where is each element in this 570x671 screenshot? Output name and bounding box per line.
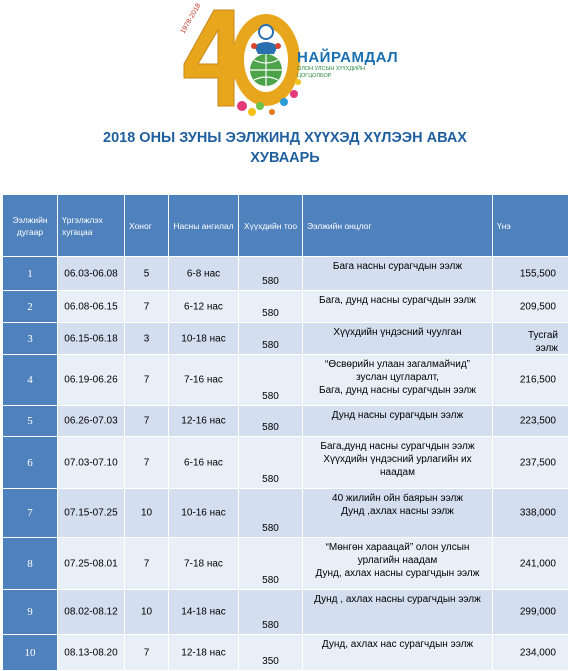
feature-text bbox=[303, 409, 492, 422]
duration-value: 07.03-07.10 bbox=[64, 457, 118, 468]
shift-number-cell bbox=[3, 291, 58, 323]
days-cell bbox=[125, 406, 169, 437]
feature-text bbox=[303, 593, 492, 606]
age-group-value: 6-8 нас bbox=[186, 268, 221, 279]
age-group-cell bbox=[169, 406, 239, 437]
age-group-cell bbox=[169, 489, 239, 538]
price-cell bbox=[493, 355, 569, 406]
shift-number-cell bbox=[3, 323, 58, 355]
days-cell bbox=[125, 489, 169, 538]
feature-line: Хүүхдийн үндэсний чуулган bbox=[333, 327, 462, 338]
feature-cell bbox=[303, 635, 493, 671]
child-count-value: 350 bbox=[262, 656, 279, 667]
shift-number-cell bbox=[3, 538, 58, 590]
age-group-value: 10-16 нас bbox=[181, 507, 226, 519]
days-cell bbox=[125, 355, 169, 406]
header-days: Хоног bbox=[125, 195, 169, 257]
child-count-value: 580 bbox=[262, 276, 279, 287]
price-value: 237,500 bbox=[519, 457, 556, 468]
child-count-value: 580 bbox=[262, 474, 279, 485]
feature-cell bbox=[303, 489, 493, 538]
org-subtitle: ОЛОН УЛСЫН ХҮҮХДИЙН ЦОГЦОЛБОР bbox=[297, 66, 365, 79]
child-count-cell bbox=[239, 323, 303, 355]
duration-cell bbox=[58, 635, 125, 671]
shift-number-value: 7 bbox=[27, 507, 33, 519]
child-count-cell bbox=[239, 355, 303, 406]
feature-line: Бага, дунд насны сурагчдын ээлж bbox=[319, 385, 476, 396]
table-row bbox=[3, 538, 569, 590]
shift-number-value: 4 bbox=[27, 374, 33, 386]
price-value: 216,500 bbox=[519, 374, 556, 386]
feature-cell bbox=[303, 291, 493, 323]
logo-text bbox=[297, 49, 398, 80]
age-group-value: 7-18 нас bbox=[184, 558, 223, 569]
table-row bbox=[3, 291, 569, 323]
table-row bbox=[3, 406, 569, 437]
table-row bbox=[3, 257, 569, 291]
shift-number-value: 6 bbox=[27, 456, 33, 469]
days-value: 10 bbox=[140, 507, 153, 519]
duration-value: 08.13-08.20 bbox=[64, 647, 118, 658]
feature-cell bbox=[303, 437, 493, 489]
price-value: 234,000 bbox=[519, 647, 556, 658]
org-name: НАЙРАМДАЛ bbox=[297, 49, 399, 66]
duration-cell bbox=[58, 590, 125, 635]
schedule-table bbox=[2, 194, 569, 671]
title-line-1: 2018 ОНЫ ЗУНЫ ЭЭЛЖИНД ХҮҮХЭД ХҮЛЭЭН АВАХ bbox=[103, 130, 467, 146]
feature-text bbox=[303, 638, 492, 651]
feature-line: зуслан цугларалт, bbox=[356, 372, 439, 383]
header-shift-number: Ээлжийн дугаар bbox=[3, 195, 58, 257]
days-cell bbox=[125, 437, 169, 489]
price-value: Тусгай ээлж bbox=[527, 330, 558, 354]
age-group-value: 12-18 нас bbox=[181, 647, 226, 658]
years-text: 1978-2018 bbox=[179, 2, 203, 35]
feature-cell bbox=[303, 590, 493, 635]
child-count-value: 580 bbox=[262, 422, 279, 433]
shift-number-cell bbox=[3, 489, 58, 538]
feature-text bbox=[303, 440, 492, 479]
child-count-value: 580 bbox=[262, 575, 279, 586]
feature-line: “Мөнгөн хараацай” олон улсын bbox=[325, 542, 470, 553]
duration-value: 06.03-06.08 bbox=[64, 268, 118, 279]
feature-line: 40 жилийн ойн баярын ээлж bbox=[332, 493, 463, 504]
child-count-cell bbox=[239, 257, 303, 291]
days-value: 5 bbox=[143, 268, 150, 279]
duration-cell bbox=[58, 489, 125, 538]
price-cell bbox=[493, 538, 569, 590]
age-group-value: 6-16 нас bbox=[184, 457, 223, 468]
days-value: 7 bbox=[143, 647, 150, 658]
feature-line: Бага,дунд насны сурагчдын ээлж bbox=[320, 441, 475, 452]
feature-text bbox=[303, 326, 492, 339]
table-header-row bbox=[3, 195, 569, 257]
table-row bbox=[3, 489, 569, 538]
feature-text bbox=[303, 492, 492, 518]
price-cell bbox=[493, 489, 569, 538]
price-cell bbox=[493, 257, 569, 291]
price-value: 223,500 bbox=[519, 415, 556, 427]
duration-value: 06.08-06.15 bbox=[64, 301, 118, 312]
days-value: 7 bbox=[143, 301, 150, 312]
feature-line: наадам bbox=[380, 467, 415, 478]
days-value: 7 bbox=[143, 374, 150, 386]
price-cell bbox=[493, 406, 569, 437]
days-cell bbox=[125, 323, 169, 355]
feature-text bbox=[303, 294, 492, 307]
age-group-cell bbox=[169, 257, 239, 291]
duration-cell bbox=[58, 538, 125, 590]
header-age-group: Насны ангилал bbox=[169, 195, 239, 257]
feature-cell bbox=[303, 355, 493, 406]
feature-line: Дунд насны сурагчдын ээлж bbox=[331, 410, 464, 421]
child-count-cell bbox=[239, 437, 303, 489]
price-value: 155,500 bbox=[519, 268, 556, 279]
age-group-value: 10-18 нас bbox=[181, 333, 226, 344]
days-cell bbox=[125, 257, 169, 291]
table-row bbox=[3, 323, 569, 355]
feature-line: Дунд, ахлах насны сурагчдын ээлж bbox=[315, 568, 480, 579]
price-value: 338,000 bbox=[519, 507, 556, 519]
shift-number-cell bbox=[3, 257, 58, 291]
price-cell bbox=[493, 635, 569, 671]
table-row bbox=[3, 355, 569, 406]
price-cell bbox=[493, 291, 569, 323]
feature-cell bbox=[303, 323, 493, 355]
duration-cell bbox=[58, 437, 125, 489]
shift-number-value: 5 bbox=[27, 415, 33, 427]
duration-cell bbox=[58, 406, 125, 437]
feature-line: урлагийн наадам bbox=[357, 555, 438, 566]
age-group-value: 14-18 нас bbox=[181, 606, 226, 618]
feature-line: Дунд ,ахлах насны ээлж bbox=[341, 506, 454, 517]
feature-line: “Өсвөрийн улаан загалмайчид” bbox=[324, 359, 470, 370]
child-count-value: 580 bbox=[262, 308, 279, 319]
days-value: 10 bbox=[140, 606, 153, 618]
age-group-cell bbox=[169, 538, 239, 590]
price-cell bbox=[493, 437, 569, 489]
shift-number-value: 10 bbox=[24, 646, 36, 659]
feature-line: Дунд , ахлах насны сурагчдын ээлж bbox=[314, 594, 481, 605]
feature-text bbox=[303, 260, 492, 273]
child-count-cell bbox=[239, 538, 303, 590]
shift-number-cell bbox=[3, 635, 58, 671]
feature-cell bbox=[303, 406, 493, 437]
table-row bbox=[3, 590, 569, 635]
price-value: 209,500 bbox=[519, 301, 556, 312]
feature-text bbox=[303, 358, 492, 397]
document-title bbox=[0, 128, 570, 168]
age-group-cell bbox=[169, 323, 239, 355]
age-group-cell bbox=[169, 355, 239, 406]
shift-number-value: 3 bbox=[27, 332, 33, 345]
shift-number-cell bbox=[3, 437, 58, 489]
days-cell bbox=[125, 635, 169, 671]
child-count-cell bbox=[239, 635, 303, 671]
child-count-cell bbox=[239, 590, 303, 635]
feature-text bbox=[303, 541, 492, 580]
days-cell bbox=[125, 590, 169, 635]
duration-value: 06.19-06.26 bbox=[64, 374, 118, 386]
header-duration: Үргэлжлэх хугацаа bbox=[58, 195, 125, 257]
price-cell bbox=[493, 323, 569, 355]
child-count-cell bbox=[239, 489, 303, 538]
age-group-cell bbox=[169, 291, 239, 323]
price-value: 299,000 bbox=[519, 606, 556, 618]
age-group-value: 6-12 нас bbox=[184, 301, 223, 312]
shift-number-cell bbox=[3, 590, 58, 635]
duration-value: 06.26-07.03 bbox=[64, 415, 118, 427]
shift-number-value: 1 bbox=[27, 267, 33, 280]
child-count-value: 580 bbox=[262, 391, 279, 402]
days-value: 7 bbox=[143, 558, 150, 569]
title-line-2: ХУВААРЬ bbox=[250, 150, 320, 166]
duration-cell bbox=[58, 257, 125, 291]
feature-line: Бага, дунд насны сурагчдын ээлж bbox=[319, 295, 476, 306]
days-cell bbox=[125, 291, 169, 323]
duration-value: 06.15-06.18 bbox=[64, 333, 118, 344]
duration-cell bbox=[58, 355, 125, 406]
child-count-value: 580 bbox=[262, 523, 279, 534]
shift-number-cell bbox=[3, 355, 58, 406]
header-feature: Ээлжийн онцлог bbox=[303, 195, 493, 257]
shift-number-value: 9 bbox=[27, 606, 33, 618]
header-price: Үнэ bbox=[493, 195, 569, 257]
age-group-cell bbox=[169, 590, 239, 635]
age-group-value: 12-16 нас bbox=[181, 415, 226, 427]
days-value: 3 bbox=[143, 333, 150, 344]
days-value: 7 bbox=[143, 415, 150, 427]
feature-line: Дунд, ахлах нас сурагчдын ээлж bbox=[321, 639, 474, 650]
shift-number-value: 8 bbox=[27, 557, 33, 570]
feature-line: Хүүхдийн үндэсний урлагийн их bbox=[323, 454, 472, 465]
child-count-cell bbox=[239, 406, 303, 437]
price-value: 241,000 bbox=[519, 558, 556, 569]
duration-cell bbox=[58, 323, 125, 355]
age-group-cell bbox=[169, 635, 239, 671]
feature-cell bbox=[303, 257, 493, 291]
duration-cell bbox=[58, 291, 125, 323]
days-cell bbox=[125, 538, 169, 590]
child-count-value: 580 bbox=[262, 340, 279, 351]
child-count-value: 580 bbox=[262, 620, 279, 631]
feature-line: Бага насны сурагчдын ээлж bbox=[332, 261, 463, 272]
header-child-count: Хүүхдийн тоо bbox=[239, 195, 303, 257]
age-group-cell bbox=[169, 437, 239, 489]
feature-cell bbox=[303, 538, 493, 590]
shift-number-cell bbox=[3, 406, 58, 437]
table-row bbox=[3, 635, 569, 671]
table-row bbox=[3, 437, 569, 489]
child-count-cell bbox=[239, 291, 303, 323]
duration-value: 07.15-07.25 bbox=[64, 507, 118, 519]
duration-value: 08.02-08.12 bbox=[64, 606, 118, 618]
shift-number-value: 2 bbox=[27, 300, 33, 313]
price-cell bbox=[493, 590, 569, 635]
age-group-value: 7-16 нас bbox=[184, 374, 223, 386]
duration-value: 07.25-08.01 bbox=[64, 558, 118, 569]
days-value: 7 bbox=[143, 457, 150, 468]
